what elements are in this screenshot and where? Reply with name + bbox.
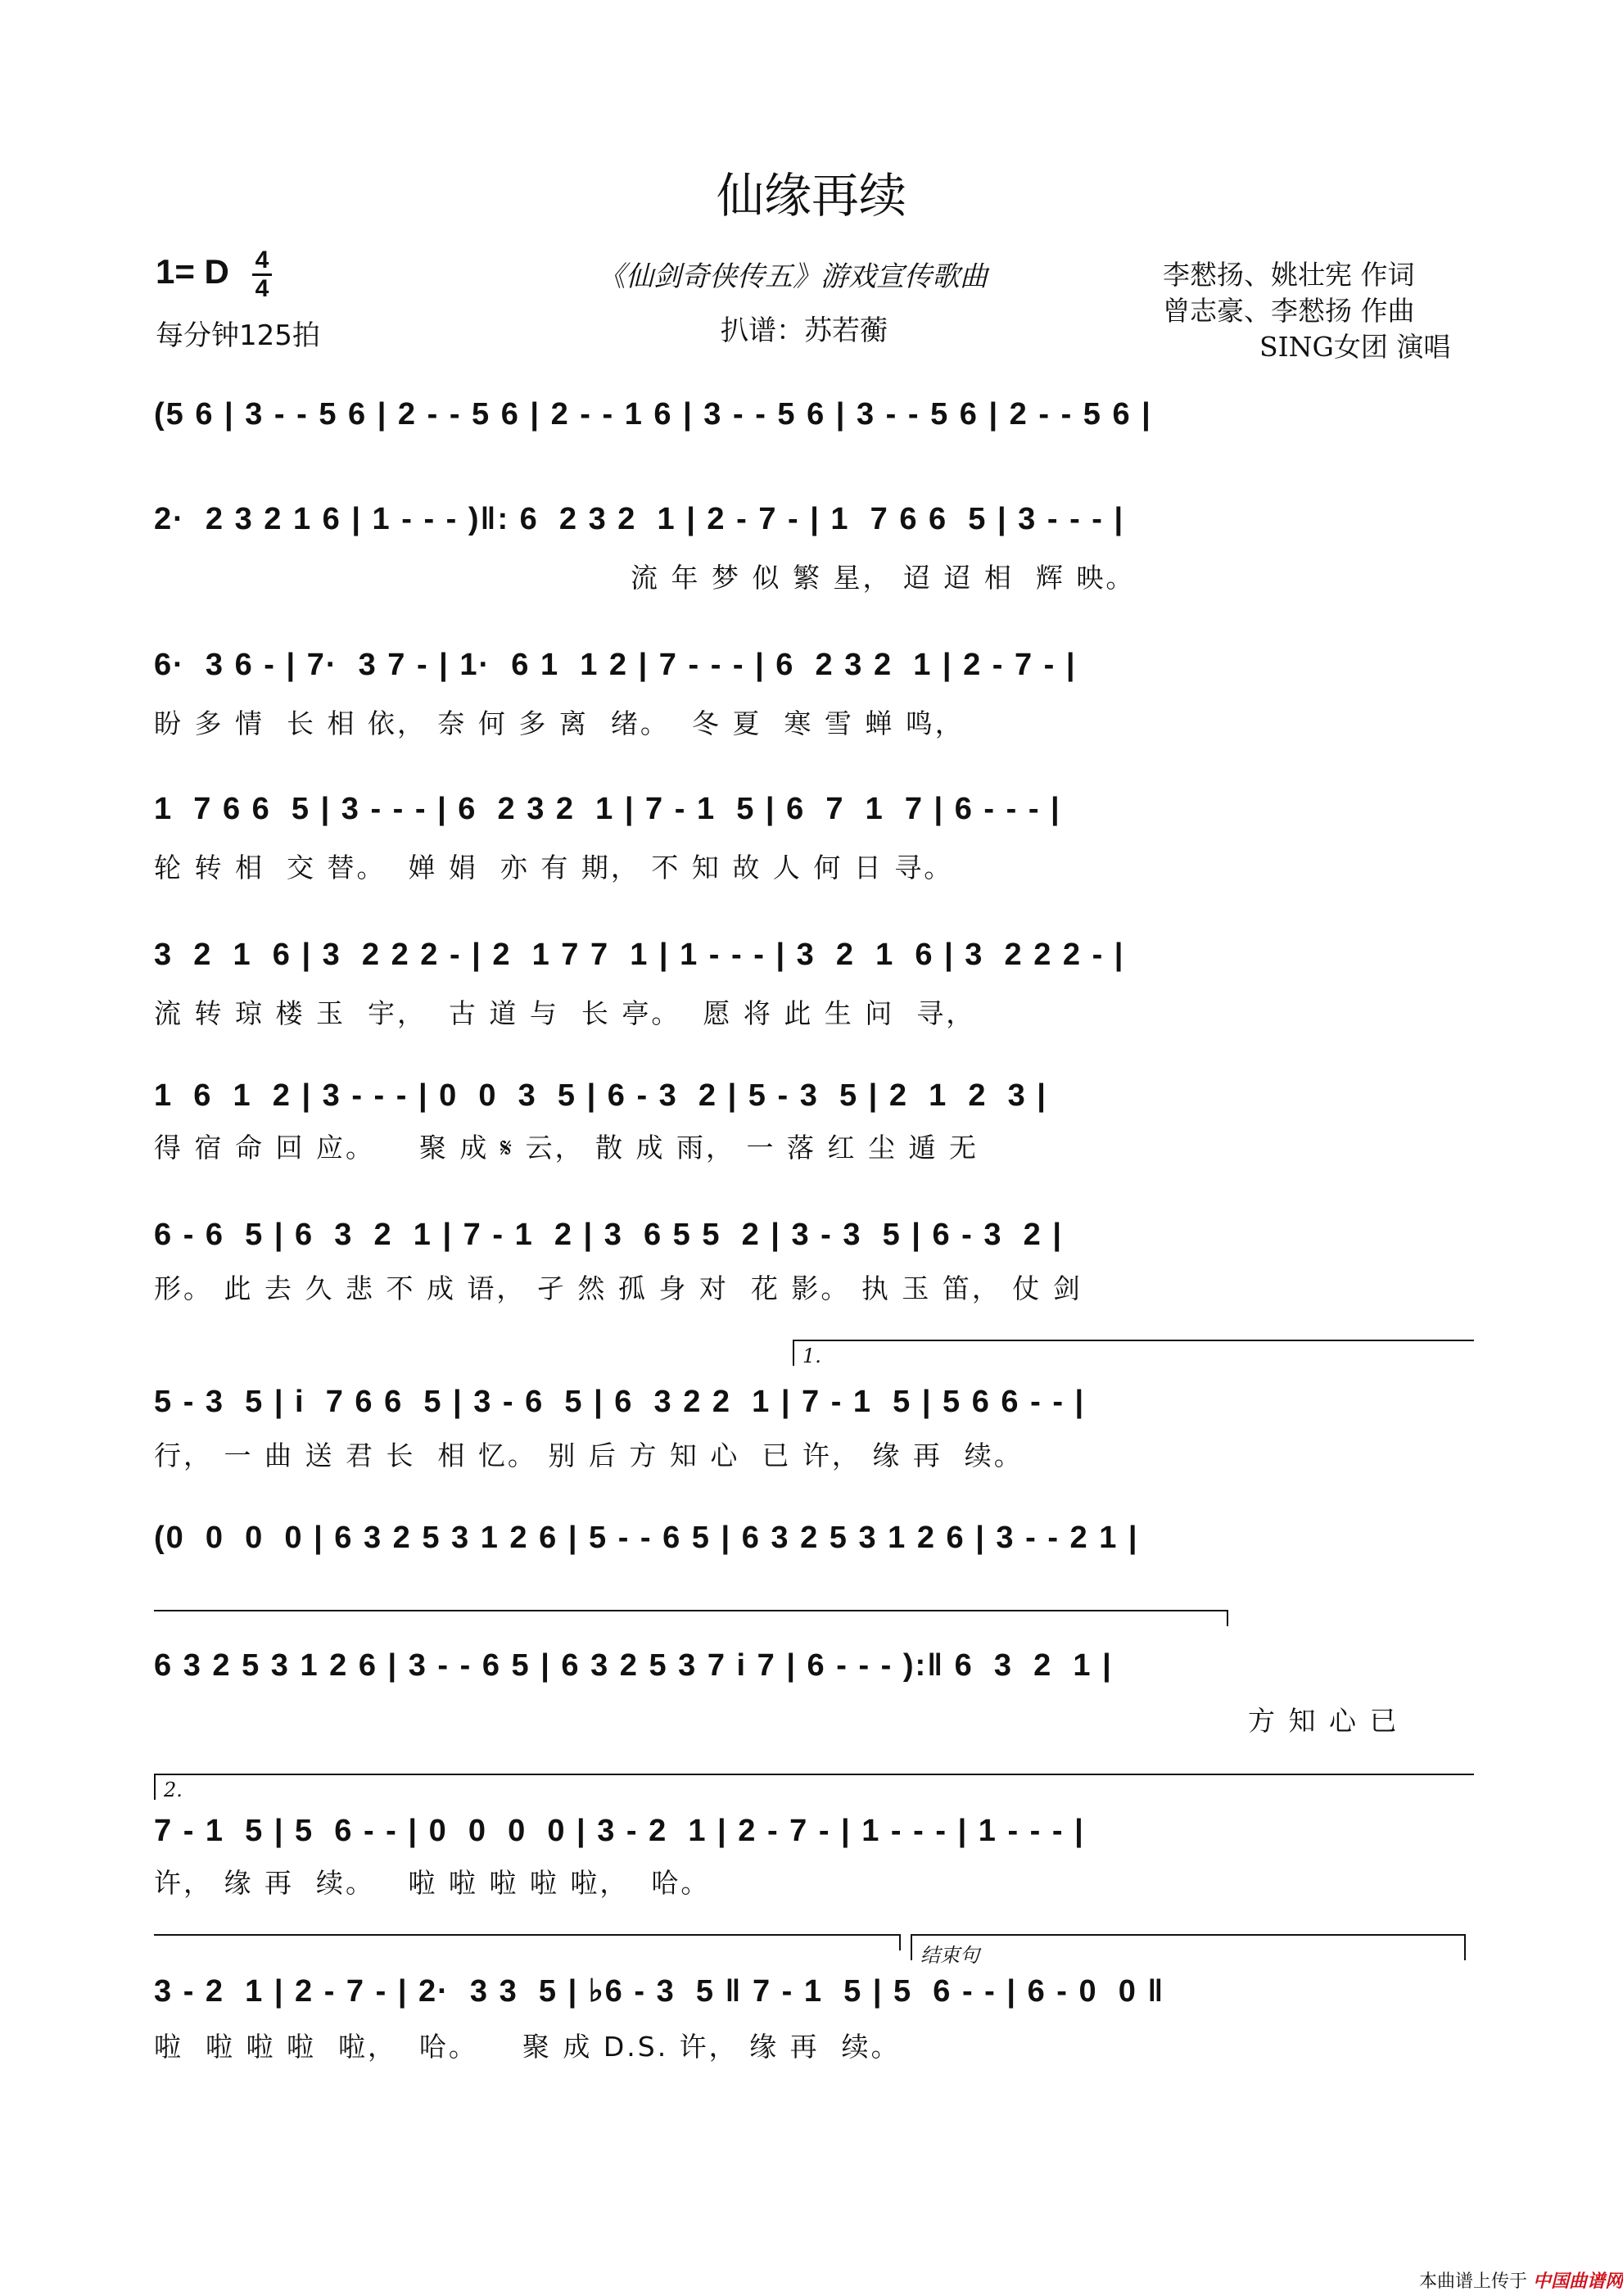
footer-text: 本曲谱上传于 xyxy=(1418,2271,1527,2292)
volta-2-bracket xyxy=(154,1774,1474,1800)
score-row-8-notes: 5 - 3 5 | i 7 6 6 5 | 3 - 6 5 | 6 3 2 2 1 | 7 - 1 5 | 5 6 6 - - | xyxy=(154,1385,1086,1419)
score-row-12-lyrics: 啦 啦 啦 啦 啦， 哈。 聚 成 D.S. 许， 缘 再 续。 xyxy=(154,2031,901,2063)
singer-credit: SING女团 演唱 xyxy=(1259,331,1451,363)
lyricist-credit: 李憖扬、姚壮宪 作词 xyxy=(1163,259,1415,291)
volta-1-continuation xyxy=(154,1610,1228,1626)
time-signature-bottom: 4 xyxy=(255,275,269,302)
score-row-3-notes: 6· 3 6 - | 7· 3 7 - | 1· 6 1 1 2 | 7 - - - | 6 2 3 2 1 | 2 - 7 - | xyxy=(154,648,1077,682)
time-signature xyxy=(252,246,272,302)
volta-2-continuation xyxy=(154,1934,901,1950)
score-row-7-notes: 6 - 6 5 | 6 3 2 1 | 7 - 1 2 | 3 6 5 5 2 | 3 - 3 5 | 6 - 3 2 | xyxy=(154,1218,1063,1252)
song-title: 仙缘再续 xyxy=(716,168,906,224)
transcriber: 扒谱：苏若蘅 xyxy=(721,314,888,347)
score-row-2-lyrics: 流 年 梦 似 繁 星， 迢 迢 相 辉 映。 xyxy=(631,562,1136,594)
score-row-7-lyrics: 形。 此 去 久 悲 不 成 语， 孑 然 孤 身 对 花 影。 执 玉 笛， 仗 剑 xyxy=(154,1272,1083,1304)
score-row-12-notes: 3 - 2 1 | 2 - 7 - | 2· 3 3 5 | ♭6 - 3 5 ‖ 7 - 1 5 | 5 6 - - | 6 - 0 0 ‖ xyxy=(154,1974,1165,2009)
volta-2-label: 2. xyxy=(164,1778,183,1801)
site-logo: 中国曲谱网 xyxy=(1532,2271,1623,2292)
score-row-4-lyrics: 轮 转 相 交 替。 婵 娟 亦 有 期， 不 知 故 人 何 日 寻。 xyxy=(154,852,954,884)
subtitle: 《仙剑奇侠传五》游戏宣传歌曲 xyxy=(598,260,988,293)
composer-credit: 曾志豪、李憖扬 作曲 xyxy=(1163,295,1415,327)
volta-1-label: 1. xyxy=(802,1345,821,1367)
score-row-4-notes: 1 7 6 6 5 | 3 - - - | 6 2 3 2 1 | 7 - 1 5 | 6 7 1 7 | 6 - - - | xyxy=(154,792,1061,826)
volta-1-bracket xyxy=(793,1340,1474,1366)
score-row-2-notes: 2· 2 3 2 1 6 | 1 - - - )‖: 6 2 3 2 1 | 2 - 7 - | 1 7 6 6 5 | 3 - - - | xyxy=(154,502,1125,536)
score-row-11-lyrics: 许， 缘 再 续。 啦 啦 啦 啦 啦， 哈。 xyxy=(154,1867,711,1899)
score-row-8-lyrics: 行， 一 曲 送 君 长 相 忆。 别 后 方 知 心 已 许， 缘 再 续。 xyxy=(154,1440,1024,1471)
time-signature-top: 4 xyxy=(255,246,269,273)
score-row-6-lyrics: 得 宿 命 回 应。 聚 成 𝄋 云， 散 成 雨， 一 落 红 尘 遁 无 xyxy=(154,1132,979,1164)
score-row-11-notes: 7 - 1 5 | 5 6 - - | 0 0 0 0 | 3 - 2 1 | 2 - 7 - | 1 - - - | 1 - - - | xyxy=(154,1814,1085,1848)
coda-label: 结束句 xyxy=(920,1944,979,1967)
score-row-6-notes: 1 6 1 2 | 3 - - - | 0 0 3 5 | 6 - 3 2 | 5 - 3 5 | 2 1 2 3 | xyxy=(154,1078,1047,1113)
score-row-1-notes: (5 6 | 3 - - 5 6 | 2 - - 5 6 | 2 - - 1 6 | 3 - - 5 6 | 3 - - 5 6 | 2 - - 5 6 | xyxy=(154,397,1152,432)
score-row-10-notes: 6 3 2 5 3 1 2 6 | 3 - - 6 5 | 6 3 2 5 3 7 i 7 | 6 - - - ):‖ 6 3 2 1 | xyxy=(154,1648,1113,1683)
score-row-9-notes: (0 0 0 0 | 6 3 2 5 3 1 2 6 | 5 - - 6 5 | 6 3 2 5 3 1 2 6 | 3 - - 2 1 | xyxy=(154,1521,1139,1555)
score-row-3-lyrics: 盼 多 情 长 相 依， 奈 何 多 离 绪。 冬 夏 寒 雪 蝉 鸣， xyxy=(154,707,965,739)
footer-watermark xyxy=(1419,2267,1623,2293)
score-row-10-lyrics: 方 知 心 已 xyxy=(1248,1705,1399,1737)
key-signature: 1= D xyxy=(156,252,229,291)
coda-bracket xyxy=(911,1934,1466,1967)
tempo-marking: 每分钟125拍 xyxy=(156,319,320,352)
score-row-5-notes: 3 2 1 6 | 3 2 2 2 - | 2 1 7 7 1 | 1 - - - | 3 2 1 6 | 3 2 2 2 - | xyxy=(154,938,1125,972)
score-row-5-lyrics: 流 转 琼 楼 玉 宇， 古 道 与 长 亭。 愿 将 此 生 问 寻， xyxy=(154,997,976,1029)
